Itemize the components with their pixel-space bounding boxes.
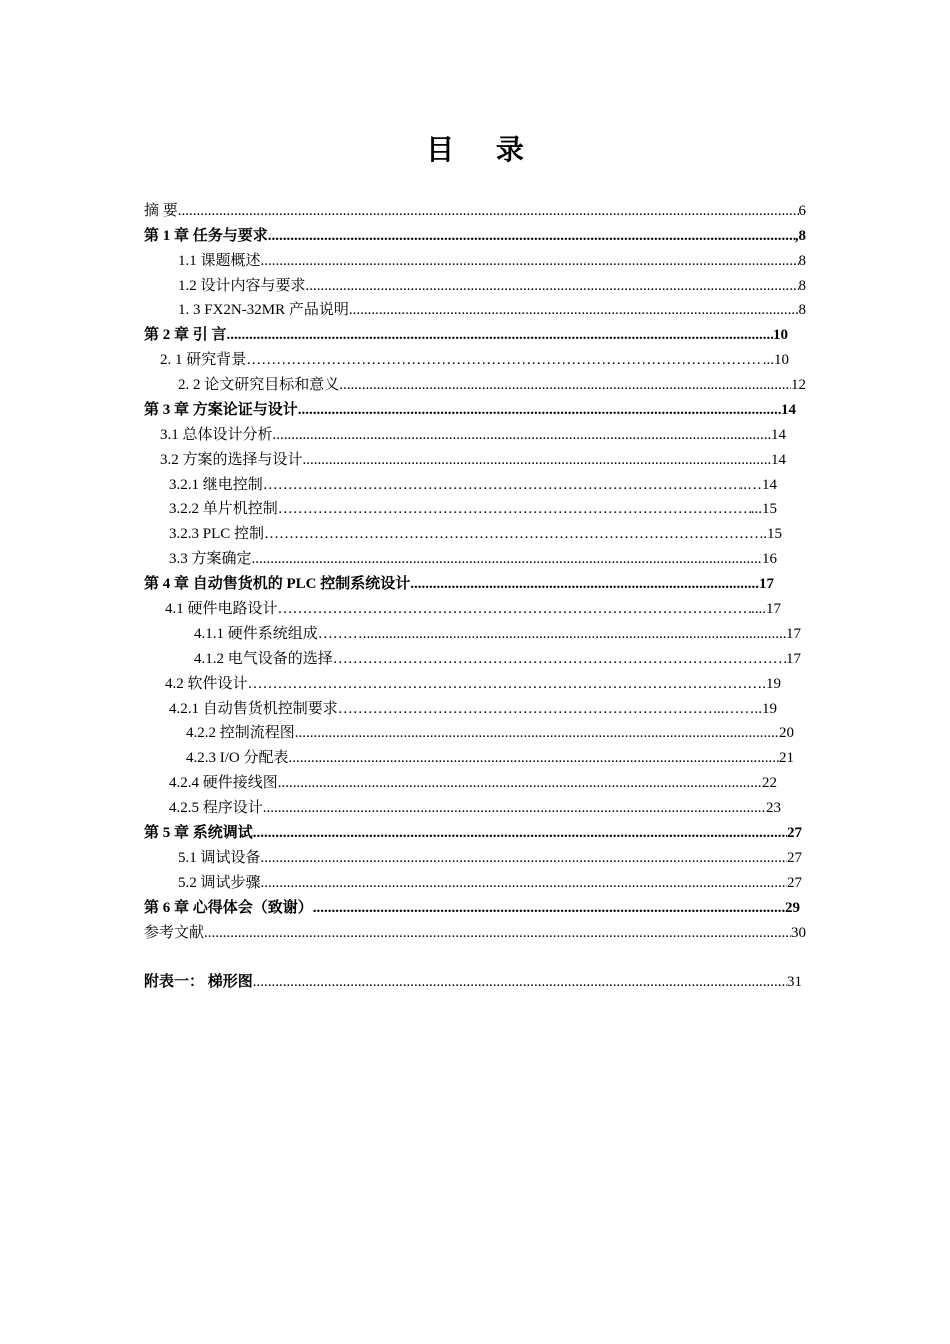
toc-page-number: 8 <box>798 253 806 269</box>
toc-entry-chapter-4 <box>144 573 774 595</box>
toc-page-number: 17 <box>786 651 801 667</box>
toc-entry-2-1 <box>160 349 789 371</box>
toc-page-number: ,8 <box>794 228 806 244</box>
toc-entry-text: 4.1.1 硬件系统组成……… <box>194 626 363 642</box>
toc-leader <box>289 747 780 769</box>
toc-entry-text: 第 4 章 自动售货机的 PLC 控制系统设计 <box>144 576 411 592</box>
toc-leader <box>261 847 787 869</box>
toc-entry-text: 第 1 章 任务与要求 <box>144 228 268 244</box>
toc-leader <box>252 548 762 570</box>
toc-entry-text: 5.1 调试设备 <box>178 850 261 866</box>
toc-entry-text: 摘 要 <box>144 203 178 219</box>
toc-page-number: 14 <box>771 427 786 443</box>
toc-entry-text: 1.2 设计内容与要求 <box>178 278 306 294</box>
toc-entry-1-3 <box>178 299 806 321</box>
toc-entry-appendix-1 <box>144 971 802 993</box>
toc-entry-abstract <box>144 200 806 222</box>
toc-entry-text: 4.2.1 自动售货机控制要求 <box>169 701 338 717</box>
toc-page-number: ….19 <box>747 676 781 692</box>
toc-entry-2-2 <box>178 374 806 396</box>
toc-leader <box>313 897 785 919</box>
toc-entry-text: 3.3 方案确定 <box>169 551 252 567</box>
toc-leader <box>253 971 787 993</box>
toc-leader <box>333 648 786 670</box>
toc-page-number: .15 <box>763 526 782 542</box>
toc-entry-4-2-3 <box>186 747 794 769</box>
toc-page-number: ..……..19 <box>717 701 777 717</box>
toc-leader <box>278 772 762 794</box>
toc-entry-chapter-1 <box>144 225 806 247</box>
toc-entry-4-2-2 <box>186 722 794 744</box>
toc-page-number: 8 <box>798 278 806 294</box>
toc-page-number: 27 <box>787 875 802 891</box>
toc-leader <box>248 673 748 695</box>
toc-entry-3-2 <box>160 449 786 471</box>
toc-leader <box>306 275 799 297</box>
toc-entry-text: 1. 3 FX2N-32MR 产品说明 <box>178 302 349 318</box>
page-title: 目 录 <box>426 133 540 166</box>
toc-entry-text: 第 2 章 引 言 <box>144 327 227 343</box>
toc-page-number: ...15 <box>750 501 777 517</box>
toc-page-number: 10 <box>773 327 788 343</box>
toc-page-number: 27 <box>787 850 802 866</box>
toc-page-number: 17 <box>759 576 774 592</box>
toc-leader <box>246 349 762 371</box>
toc-leader <box>273 424 771 446</box>
toc-leader <box>410 573 759 595</box>
toc-entry-text: 5.2 调试步骤 <box>178 875 261 891</box>
toc-leader <box>263 797 766 819</box>
toc-page-number: 30 <box>791 925 806 941</box>
toc-page-number: 20 <box>779 725 794 741</box>
toc-entry-text: 4.1 硬件电路设计 <box>165 601 278 617</box>
toc-entry-text: 3.1 总体设计分析 <box>160 427 273 443</box>
toc-entry-text: 4.2 软件设计 <box>165 676 248 692</box>
toc-entry-5-1 <box>178 847 802 869</box>
toc-entry-text: 3.2.1 继电控制 <box>169 477 263 493</box>
toc-entry-5-2 <box>178 872 802 894</box>
toc-entry-text: 参考文献. <box>144 925 208 941</box>
toc-leader <box>303 449 771 471</box>
toc-page-number: 27 <box>787 825 802 841</box>
toc-leader <box>253 822 787 844</box>
toc-page-number: 23 <box>766 800 781 816</box>
toc-entry-text: 第 5 章 系统调试 <box>144 825 253 841</box>
toc-entry-3-2-1 <box>169 474 777 496</box>
toc-leader <box>278 498 751 520</box>
toc-page-number: 14 <box>771 452 786 468</box>
toc-entry-3-2-3 <box>169 523 782 545</box>
toc-entry-3-2-2 <box>169 498 777 520</box>
toc-leader <box>278 598 751 620</box>
toc-page-number: 6 <box>798 203 806 219</box>
toc-page-number: 12 <box>791 377 806 393</box>
toc-leader <box>298 399 781 421</box>
toc-leader <box>363 623 786 645</box>
toc-entry-text: 4.2.3 I/O 分配表 <box>186 750 289 766</box>
toc-leader <box>338 698 717 720</box>
toc-entry-references <box>144 922 806 944</box>
toc-page-number: 14 <box>781 402 796 418</box>
toc-leader <box>261 250 799 272</box>
toc-entry-text: 第 6 章 心得体会（致谢） <box>144 900 313 916</box>
toc-entry-text: 2. 2 论文研究目标和意义. <box>178 377 344 393</box>
toc-entry-text: 2. 1 研究背景 <box>160 352 247 368</box>
toc-page-number: 21 <box>779 750 794 766</box>
toc-entry-3-1 <box>160 424 786 446</box>
toc-entry-text: 1.1 课题概述 <box>178 253 261 269</box>
toc-page-number: 17 <box>786 626 801 642</box>
toc-page-number: 8 <box>798 302 806 318</box>
toc-entry-3-3 <box>169 548 777 570</box>
toc-page-number: 16 <box>762 551 777 567</box>
toc-page-number: 22 <box>762 775 777 791</box>
toc-entry-text: 4.1.2 电气设备的选择 <box>194 651 333 667</box>
toc-entry-chapter-5 <box>144 822 802 844</box>
toc-leader <box>268 225 795 247</box>
toc-entry-chapter-6 <box>144 897 800 919</box>
toc-entry-text: 3.2.3 PLC 控制 <box>169 526 265 542</box>
toc-leader <box>261 872 787 894</box>
toc-entry-4-1-1 <box>194 623 801 645</box>
toc-entry-text: 附表一： 梯形图 <box>144 974 253 990</box>
toc-entry-text: 3.2.2 单片机控制 <box>169 501 278 517</box>
toc-entry-1-2 <box>178 275 806 297</box>
toc-page-number: ..…14 <box>739 477 777 493</box>
toc-entry-text: 3.2 方案的选择与设计 <box>160 452 303 468</box>
toc-entry-4-2-5 <box>169 797 781 819</box>
toc-entry-text: 4.2.4 硬件接线图 <box>169 775 278 791</box>
toc-leader <box>343 374 791 396</box>
toc-page-number: ...10 <box>762 352 789 368</box>
toc-entry-4-1 <box>165 598 781 620</box>
toc-page-number: 31 <box>787 974 802 990</box>
toc-entry-1-1 <box>178 250 806 272</box>
toc-leader <box>208 922 791 944</box>
toc-leader <box>264 523 763 545</box>
toc-leader <box>227 324 773 346</box>
toc-leader <box>178 200 799 222</box>
toc-entry-4-2-4 <box>169 772 777 794</box>
toc-leader <box>349 299 799 321</box>
toc-entry-4-2-1 <box>169 698 777 720</box>
toc-page-number: ....17 <box>751 601 781 617</box>
toc-entry-4-1-2 <box>194 648 801 670</box>
toc-leader <box>295 722 779 744</box>
toc-page-number: 29 <box>785 900 800 916</box>
toc-entry-text: 4.2.2 控制流程图 <box>186 725 295 741</box>
toc-entry-text: 第 3 章 方案论证与设计 <box>144 402 298 418</box>
toc-entry-text: 4.2.5 程序设计 <box>169 800 263 816</box>
toc-leader <box>263 474 740 496</box>
toc-entry-chapter-2 <box>144 324 788 346</box>
toc-entry-chapter-3 <box>144 399 796 421</box>
toc-entry-4-2 <box>165 673 781 695</box>
